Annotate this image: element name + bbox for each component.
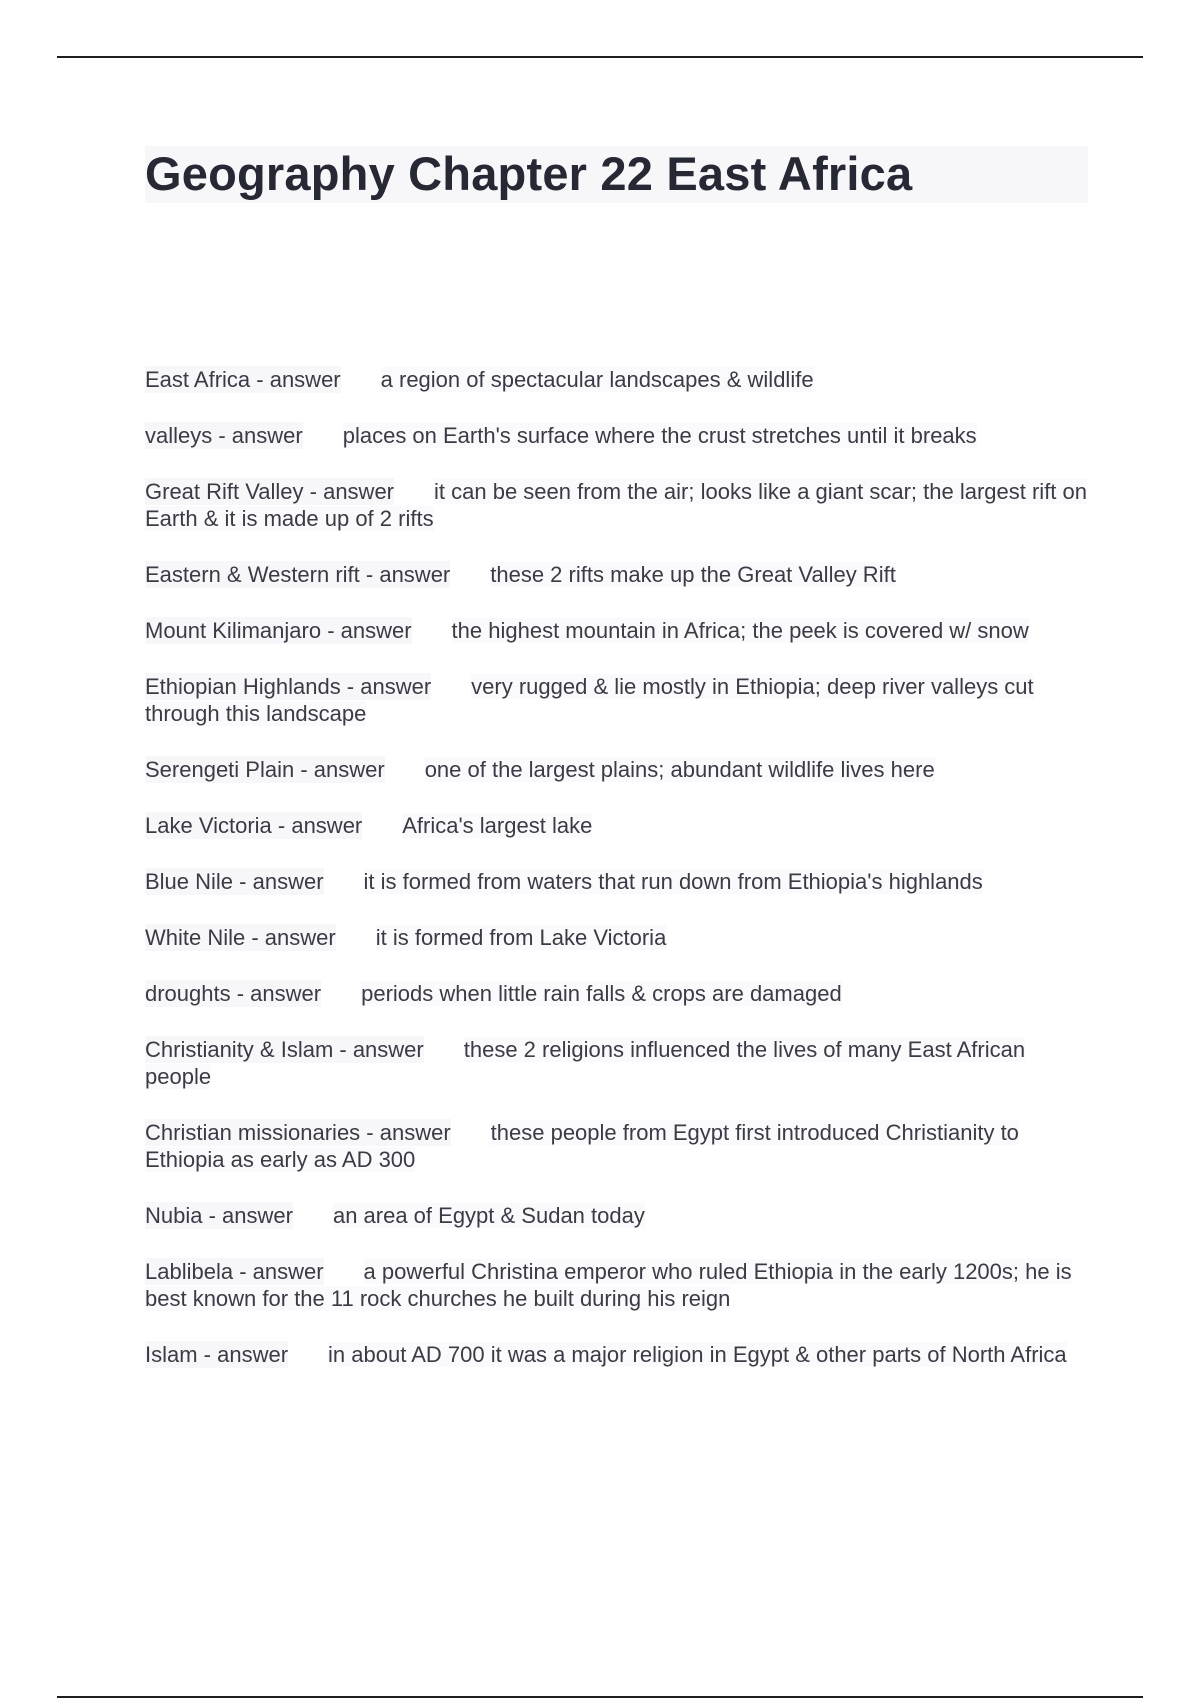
top-rule <box>57 56 1143 58</box>
flashcard-definition: it is formed from waters that run down from Ethiopia's highlands <box>363 869 983 894</box>
flashcard-entry <box>145 812 1090 839</box>
flashcard-definition: one of the largest plains; abundant wildlife lives here <box>424 757 935 782</box>
flashcard-entry <box>145 980 1090 1007</box>
flashcard-entry <box>145 1202 1090 1229</box>
flashcard-definition: Africa's largest lake <box>402 813 593 838</box>
flashcard-definition: an area of Egypt & Sudan today <box>332 1203 645 1228</box>
flashcard-entry <box>145 868 1090 895</box>
flashcard-term: Christianity & Islam - answer <box>145 1037 424 1062</box>
flashcard-term: droughts - answer <box>145 981 322 1006</box>
flashcard-definition: places on Earth's surface where the crust stretches until it breaks <box>342 423 977 448</box>
flashcard-definition: it can be seen from the air; looks like a giant scar; the largest rift on Earth & it is made up of 2 rifts <box>145 479 1088 531</box>
flashcard-definition: a powerful Christina emperor who ruled Ethiopia in the early 1200s; he is best known for the 11 rock churches he built during his reign <box>145 1259 1072 1311</box>
flashcard-entry <box>145 478 1090 532</box>
flashcard-entry <box>145 756 1090 783</box>
flashcard-definition: in about AD 700 it was a major religion in Egypt & other parts of North Africa <box>328 1342 1067 1367</box>
flashcard-term: Mount Kilimanjaro - answer <box>145 618 412 643</box>
flashcard-term: White Nile - answer <box>145 925 336 950</box>
flashcard-definition: a region of spectacular landscapes & wildlife <box>380 367 814 392</box>
flashcard-term: Nubia - answer <box>145 1203 293 1228</box>
flashcard-definition: these people from Egypt first introduced Christianity to Ethiopia as early as AD 300 <box>145 1120 1019 1172</box>
flashcard-term: East Africa - answer <box>145 367 341 392</box>
flashcard-entry <box>145 1258 1090 1312</box>
flashcard-term: Christian missionaries - answer <box>145 1120 451 1145</box>
flashcard-definition: these 2 religions influenced the lives of many East African people <box>145 1037 1026 1089</box>
page-title: Geography Chapter 22 East Africa <box>145 147 913 200</box>
flashcard-entry <box>145 561 1090 588</box>
flashcard-entry <box>145 366 1090 393</box>
flashcard-entry <box>145 617 1090 644</box>
flashcard-definition: these 2 rifts make up the Great Valley Rift <box>490 562 896 587</box>
flashcard-term: Lablibela - answer <box>145 1259 324 1284</box>
flashcard-definition: very rugged & lie mostly in Ethiopia; deep river valleys cut through this landscape <box>145 674 1034 726</box>
flashcard-entry <box>145 1036 1090 1090</box>
flashcard-term: valleys - answer <box>145 423 303 448</box>
flashcard-term: Serengeti Plain - answer <box>145 757 385 782</box>
flashcard-entry <box>145 1119 1090 1173</box>
flashcard-term: Islam - answer <box>145 1342 289 1367</box>
flashcard-list <box>145 366 1090 1397</box>
flashcard-entry <box>145 924 1090 951</box>
flashcard-definition: the highest mountain in Africa; the peek is covered w/ snow <box>451 618 1029 643</box>
flashcard-term: Eastern & Western rift - answer <box>145 562 451 587</box>
flashcard-entry <box>145 422 1090 449</box>
flashcard-definition: it is formed from Lake Victoria <box>375 925 667 950</box>
bottom-rule <box>57 1696 1143 1698</box>
flashcard-definition: periods when little rain falls & crops are damaged <box>361 981 842 1006</box>
flashcard-entry <box>145 673 1090 727</box>
flashcard-term: Blue Nile - answer <box>145 869 324 894</box>
flashcard-term: Ethiopian Highlands - answer <box>145 674 432 699</box>
flashcard-term: Great Rift Valley - answer <box>145 479 395 504</box>
flashcard-term: Lake Victoria - answer <box>145 813 363 838</box>
flashcard-entry <box>145 1341 1090 1368</box>
